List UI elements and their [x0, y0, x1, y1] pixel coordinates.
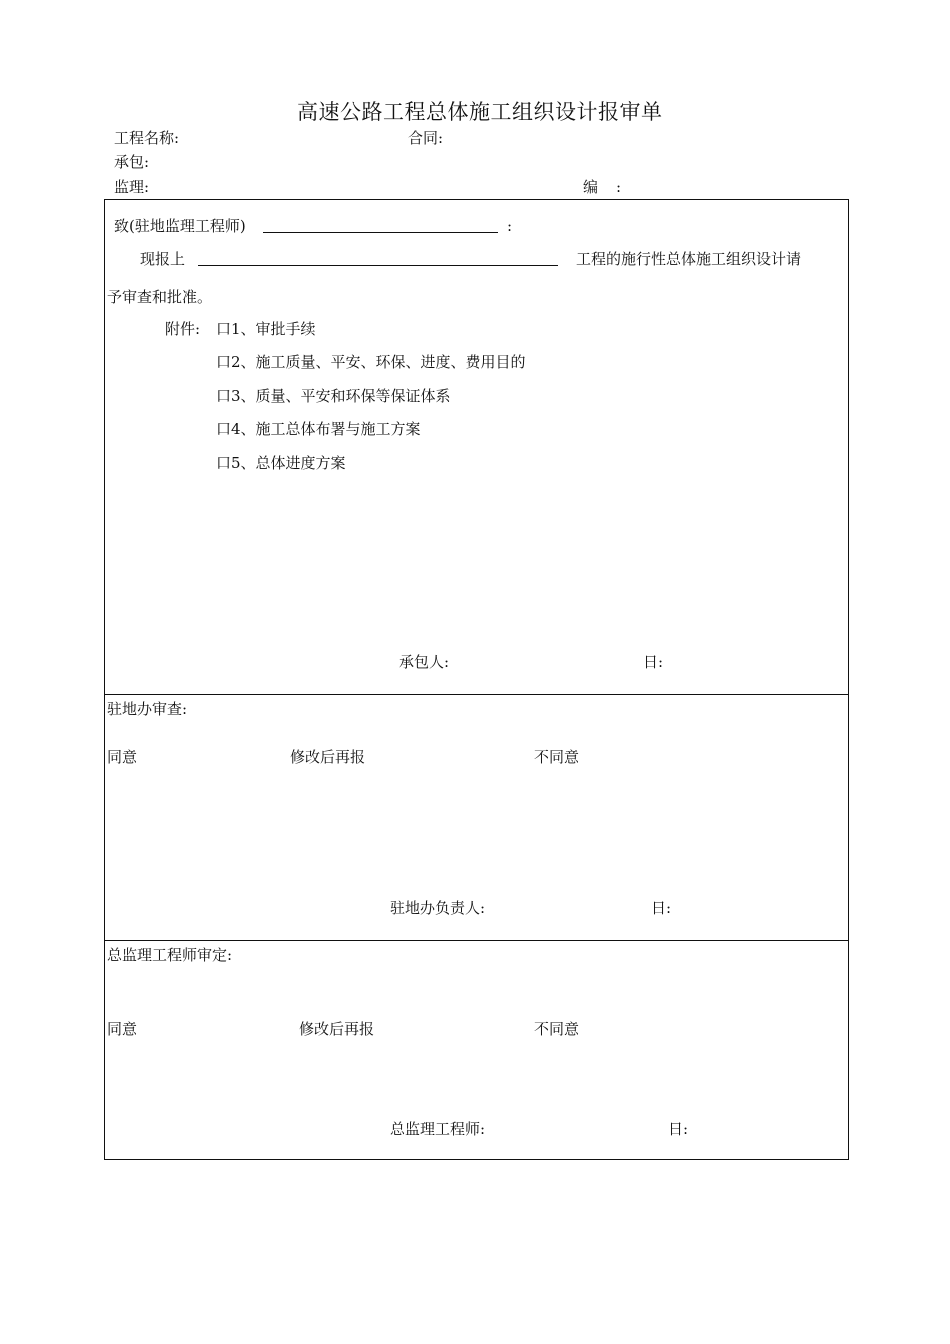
chief-signer-label: 总监理工程师: — [390, 1120, 486, 1138]
contractor-date-label: 日: — [643, 653, 664, 671]
resident-date-label: 日: — [651, 899, 672, 917]
document-title: 高速公路工程总体施工组织设计报审单 — [297, 100, 663, 124]
addressee-label: 致(驻地监理工程师) — [114, 217, 246, 235]
contractor-signer-label: 承包人: — [399, 653, 450, 671]
addressee-colon: : — [507, 217, 513, 235]
attachment-item: 口5、总体进度方案 — [216, 454, 346, 472]
chief-date-label: 日: — [668, 1120, 689, 1138]
resident-review-heading: 驻地办审查: — [107, 700, 188, 718]
report-suffix: 工程的施行性总体施工组织设计请 — [576, 250, 802, 268]
attachment-item: 口1、审批手续 — [216, 320, 316, 338]
supervision-label: 监理: — [114, 178, 150, 196]
addressee-blank — [263, 232, 498, 233]
attachment-item: 口3、质量、平安和环保等保证体系 — [216, 387, 451, 405]
contractor-label: 承包: — [114, 153, 150, 171]
contract-label: 合同: — [408, 129, 444, 147]
resident-option-approve: 同意 — [107, 748, 138, 766]
chief-option-reject: 不同意 — [534, 1020, 580, 1038]
chief-option-approve: 同意 — [107, 1020, 138, 1038]
report-prefix: 现报上 — [140, 250, 186, 268]
chief-review-heading: 总监理工程师审定: — [107, 946, 233, 964]
attachment-item: 口2、施工质量、平安、环保、进度、费用目的 — [216, 353, 526, 371]
resident-option-revise: 修改后再报 — [290, 748, 366, 766]
resident-signer-label: 驻地办负责人: — [390, 899, 486, 917]
form-table — [104, 199, 849, 1160]
report-continuation: 予审查和批准。 — [107, 288, 213, 306]
attachments-label: 附件: — [165, 320, 201, 338]
number-label: 编 — [583, 178, 599, 196]
project-blank — [198, 265, 558, 266]
attachment-item: 口4、施工总体布署与施工方案 — [216, 420, 421, 438]
section-divider-1 — [105, 694, 848, 695]
project-name-label: 工程名称: — [114, 129, 180, 147]
resident-option-reject: 不同意 — [534, 748, 580, 766]
chief-option-revise: 修改后再报 — [299, 1020, 375, 1038]
section-divider-2 — [105, 940, 848, 941]
number-colon: : — [616, 178, 622, 196]
